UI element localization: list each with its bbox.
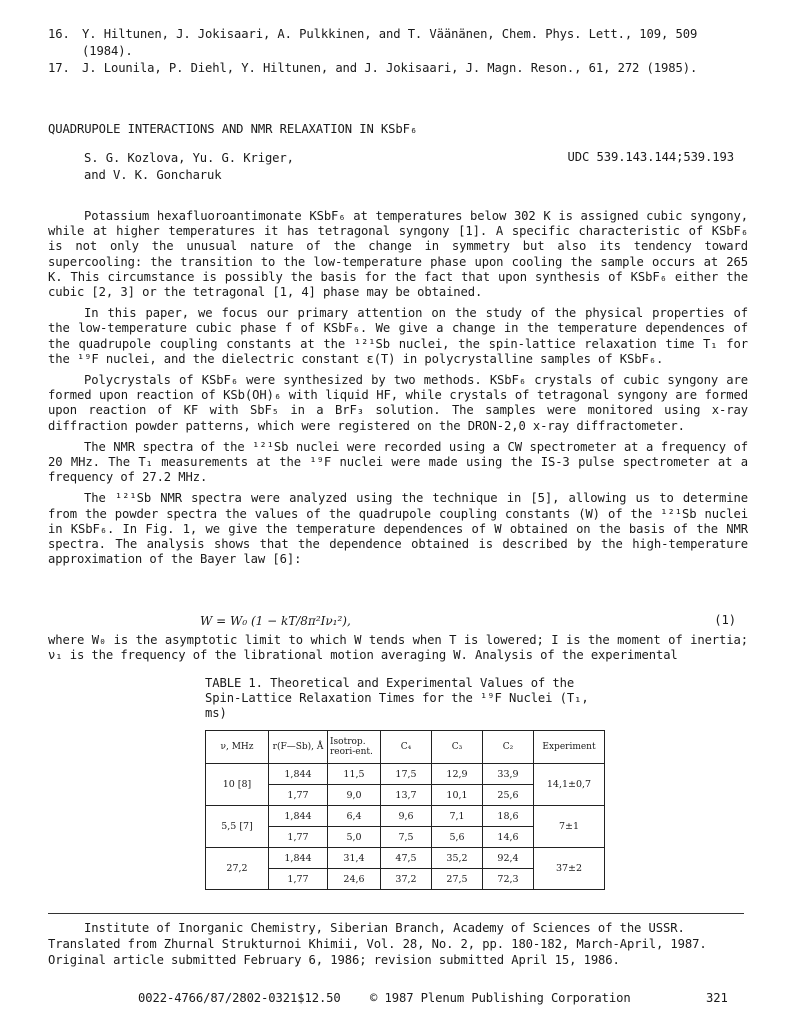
journal-code: 0022-4766/87/2802-0321$12.50 xyxy=(138,991,341,1005)
table-cell: 1,77 xyxy=(269,827,328,848)
table-cell: 37,2 xyxy=(381,869,432,890)
table-row xyxy=(206,806,605,827)
footnote-line: Translated from Zhurnal Strukturnoi Khimii, Vol. 28, No. 2, pp. 180-182, March-April, 1987. xyxy=(48,937,707,951)
authors-line: S. G. Kozlova, Yu. G. Kriger, xyxy=(84,151,294,165)
reference-item xyxy=(48,26,748,60)
column-header: Experiment xyxy=(534,731,605,764)
table-cell: 17,5 xyxy=(381,764,432,785)
table-cell: 14,1±0,7 xyxy=(534,764,605,806)
caption-line: TABLE 1. Theoretical and Experimental Values of the xyxy=(205,676,575,690)
page-number: 321 xyxy=(706,991,728,1005)
table-cell: 9,0 xyxy=(328,785,381,806)
authors-line: and V. K. Goncharuk xyxy=(84,168,222,182)
paragraph: Potassium hexafluoroantimonate KSbF₆ at temperatures below 302 K is assigned cubic syngony, while at higher temperatures it has tetragonal syngony [1]. A specific characteristic of KSbF₆ is not only the unusual nature of the change in symmetry but also its tendency toward supercooling: the transition to the low-temperature phase upon cooling the sample occurs at 265 K. This circumstance is possibly the basis for the fact that upon synthesis of KSbF₆ either the cubic [2, 3] or the tetragonal [1, 4] phase may be obtained. xyxy=(48,209,748,300)
reference-text: J. Lounila, P. Diehl, Y. Hiltunen, and J. Jokisaari, J. Magn. Reson., 61, 272 (1985). xyxy=(82,61,698,75)
equation-number: (1) xyxy=(714,613,736,627)
table-cell: 7±1 xyxy=(534,806,605,848)
table-cell: 10 [8] xyxy=(206,764,269,806)
footnote xyxy=(48,920,707,968)
caption-line: ms) xyxy=(205,706,227,720)
table-cell: 12,9 xyxy=(432,764,483,785)
table-cell: 1,844 xyxy=(269,806,328,827)
body-text xyxy=(48,209,748,573)
column-header: C₂ xyxy=(483,731,534,764)
caption-line: Spin-Lattice Relaxation Times for the ¹⁹F Nuclei (T₁, xyxy=(205,691,589,705)
table-cell: 1,844 xyxy=(269,848,328,869)
table-cell: 1,77 xyxy=(269,869,328,890)
paragraph: The NMR spectra of the ¹²¹Sb nuclei were recorded using a CW spectrometer at a frequency of 20 MHz. The T₁ measurements at the ¹⁹F nuclei were made using the IS-3 pulse spectrometer at a frequency of 27.2 MHz. xyxy=(48,439,748,485)
footnote-divider xyxy=(48,913,744,914)
column-header: ν, MHz xyxy=(206,731,269,764)
table-cell: 9,6 xyxy=(381,806,432,827)
paragraph: In this paper, we focus our primary attention on the study of the physical properties of the low-temperature cubic phase f of KSbF₆. We give a change in the temperature dependences of the quadrupole coupling constants at the ¹²¹Sb nuclei, the spin-lattice relaxation time T₁ for the ¹⁹F nuclei, and the dielectric constant ε(T) in polycrystalline samples of KSbF₆. xyxy=(48,306,748,366)
author-list xyxy=(84,150,294,184)
table-header-row xyxy=(206,731,605,764)
table-caption xyxy=(205,676,625,721)
table-cell: 27,5 xyxy=(432,869,483,890)
relaxation-table xyxy=(205,730,605,890)
table-cell: 72,3 xyxy=(483,869,534,890)
table-row xyxy=(206,764,605,785)
reference-item xyxy=(48,60,748,77)
table-cell: 13,7 xyxy=(381,785,432,806)
body-text-continued xyxy=(48,633,748,669)
table-cell: 1,844 xyxy=(269,764,328,785)
equation: W = W₀ (1 − kT/8π²Iν₁²), xyxy=(200,614,351,628)
table-cell: 25,6 xyxy=(483,785,534,806)
table-cell: 11,5 xyxy=(328,764,381,785)
column-header: r(F—Sb), Å xyxy=(269,731,328,764)
table-cell: 35,2 xyxy=(432,848,483,869)
paragraph: where W₀ is the asymptotic limit to which W tends when T is lowered; I is the moment of inertia; ν₁ is the frequency of the librational motion averaging W. Analysis of the experimental xyxy=(48,633,748,663)
footnote-line: Institute of Inorganic Chemistry, Siberian Branch, Academy of Sciences of the USSR. xyxy=(84,921,685,935)
column-header: Isotrop. reori-ent. xyxy=(328,731,381,764)
table-cell: 24,6 xyxy=(328,869,381,890)
table-cell: 6,4 xyxy=(328,806,381,827)
table-cell: 7,5 xyxy=(381,827,432,848)
udc-code: UDC 539.143.144;539.193 xyxy=(567,150,734,164)
reference-number: 17. xyxy=(48,61,70,75)
paragraph: The ¹²¹Sb NMR spectra were analyzed using the technique in [5], allowing us to determine from the powder spectra the values of the quadrupole coupling constants (W) of the ¹²¹Sb nuclei in KSbF₆. In Fig. 1, we give the temperature dependences of W obtained on the basis of the NMR spectra. The analysis shows that the dependence obtained is described by the high-temperature approximation of the Bayer law [6]: xyxy=(48,491,748,567)
table-cell: 92,4 xyxy=(483,848,534,869)
table-cell: 31,4 xyxy=(328,848,381,869)
table-cell: 47,5 xyxy=(381,848,432,869)
reference-number: 16. xyxy=(48,27,70,41)
table-cell: 18,6 xyxy=(483,806,534,827)
reference-text: Y. Hiltunen, J. Jokisaari, A. Pulkkinen, and T. Väänänen, Chem. Phys. Lett., 109, 509 (1984). xyxy=(82,27,698,58)
table-cell: 33,9 xyxy=(483,764,534,785)
table-cell: 5,0 xyxy=(328,827,381,848)
column-header: C₃ xyxy=(432,731,483,764)
article-title: QUADRUPOLE INTERACTIONS AND NMR RELAXATION IN KSbF₆ xyxy=(48,122,418,136)
table-cell: 5,6 xyxy=(432,827,483,848)
column-header: C₄ xyxy=(381,731,432,764)
table-cell: 37±2 xyxy=(534,848,605,890)
paragraph: Polycrystals of KSbF₆ were synthesized by two methods. KSbF₆ crystals of cubic syngony are formed upon reaction of KSb(OH)₆ with liquid HF, while crystals of tetragonal syngony are formed upon reaction of KF with SbF₅ in a BrF₃ solution. The samples were monitored using x-ray diffraction powder patterns, which were registered on the DRON-2,0 x-ray diffractometer. xyxy=(48,373,748,433)
table-cell: 7,1 xyxy=(432,806,483,827)
reference-list xyxy=(48,26,748,77)
table-cell: 10,1 xyxy=(432,785,483,806)
table-cell: 27,2 xyxy=(206,848,269,890)
table-cell: 14,6 xyxy=(483,827,534,848)
table-cell: 1,77 xyxy=(269,785,328,806)
footnote-line: Original article submitted February 6, 1986; revision submitted April 15, 1986. xyxy=(48,953,620,967)
table-row xyxy=(206,848,605,869)
copyright-notice: © 1987 Plenum Publishing Corporation xyxy=(370,991,631,1005)
table-cell: 5,5 [7] xyxy=(206,806,269,848)
